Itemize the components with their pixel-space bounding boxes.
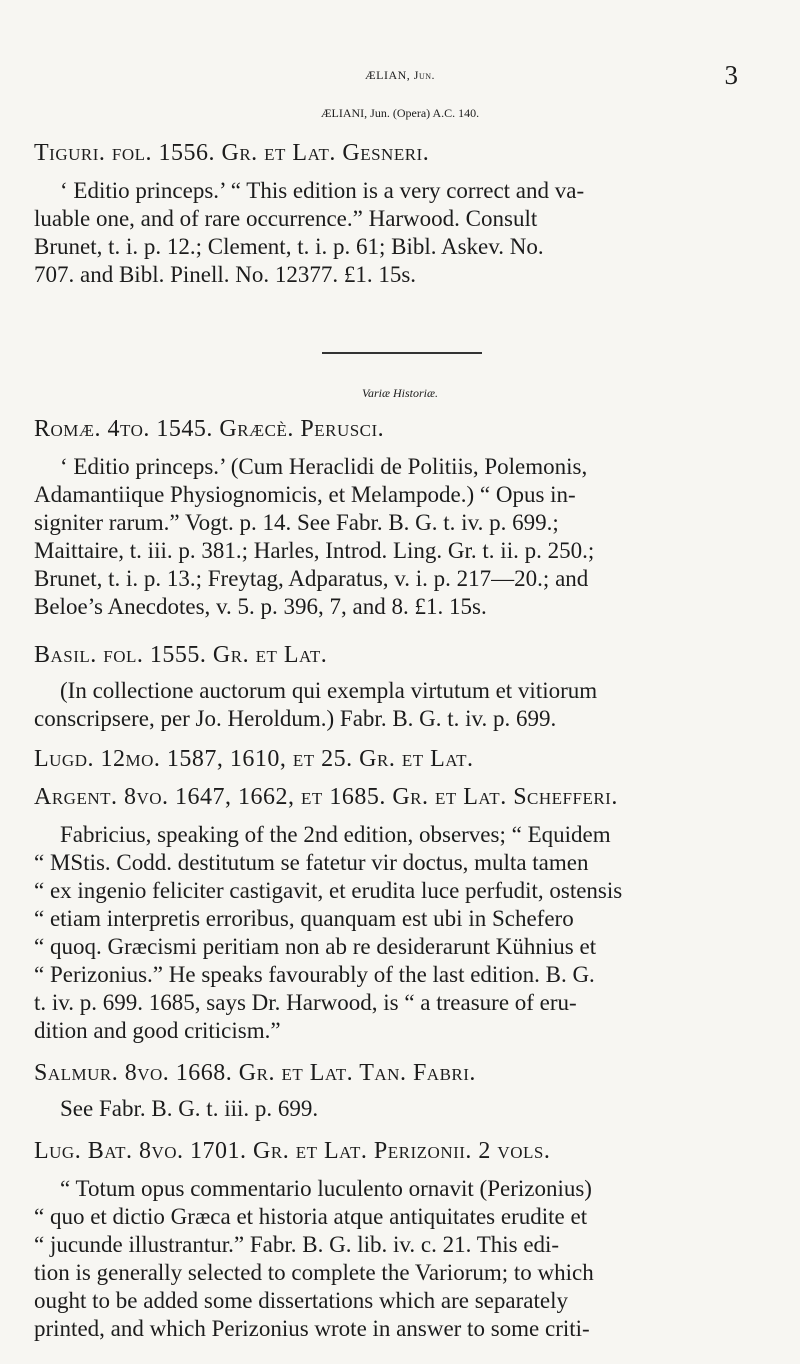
text-line: Maittaire, t. iii. p. 381.; Harles, Introd. Ling. Gr. t. ii. p. 250.;	[34, 538, 595, 563]
text-line: “ jucunde illustrantur.” Fabr. B. G. lib. iv. c. 21. This edi-	[34, 1232, 560, 1257]
edition-heading-romae: Romæ. 4to. 1545. Græcè. Perusci.	[34, 416, 385, 442]
text-line: ‘ Editio princeps.’ “ This edition is a very correct and va-	[60, 178, 585, 203]
text-line: See Fabr. B. G. t. iii. p. 699.	[60, 1096, 319, 1121]
text-line: luable one, and of rare occurrence.” Harwood. Consult	[34, 206, 538, 231]
text-line: t. iv. p. 699. 1685, says Dr. Harwood, is “ a treasure of eru-	[34, 990, 577, 1015]
text-line: “ Perizonius.” He speaks favourably of the last edition. B. G.	[34, 962, 595, 987]
text-line: Adamantiique Physiognomicis, et Melampode.) “ Opus in-	[34, 482, 576, 507]
edition-heading-lugbat: Lug. Bat. 8vo. 1701. Gr. et Lat. Perizonii. 2 vols.	[34, 1138, 551, 1164]
edition-heading-salmur: Salmur. 8vo. 1668. Gr. et Lat. Tan. Fabri.	[34, 1060, 476, 1086]
entry-title: ÆLIANI, Jun. (Opera) A.C. 140.	[320, 106, 480, 120]
text-line: signiter rarum.” Vogt. p. 14. See Fabr. B. G. t. iv. p. 699.;	[34, 510, 559, 535]
text-line: 707. and Bibl. Pinell. No. 12377. £1. 15s.	[34, 262, 417, 287]
text-line: printed, and which Perizonius wrote in answer to some criti-	[34, 1316, 590, 1341]
text-line: Beloe’s Anecdotes, v. 5. p. 396, 7, and 8. £1. 15s.	[34, 594, 487, 619]
text-line: “ MStis. Codd. destitutum se fatetur vir doctus, multa tamen	[34, 850, 589, 875]
edition-heading-tiguri: Tiguri. fol. 1556. Gr. et Lat. Gesneri.	[34, 140, 430, 166]
page-number: 3	[724, 60, 738, 90]
text-line: Brunet, t. i. p. 13.; Freytag, Adparatus, v. i. p. 217—20.; and	[34, 566, 589, 591]
edition-heading-lugd: Lugd. 12mo. 1587, 1610, et 25. Gr. et Lat.	[34, 746, 474, 772]
text-line: dition and good criticism.”	[34, 1018, 281, 1043]
text-line: “ quo et dictio Græca et historia atque antiquitates erudite et	[34, 1204, 588, 1229]
edition-heading-basil: Basil. fol. 1555. Gr. et Lat.	[34, 642, 328, 668]
text-line: “ etiam interpretis erroribus, quanquam est ubi in Schefero	[34, 906, 574, 931]
text-line: (In collectione auctorum qui exempla virtutum et vitiorum	[60, 678, 598, 703]
running-title: ÆLIAN, Jun.	[364, 68, 436, 82]
text-line: “ quoq. Græcismi peritiam non ab re desiderarunt Kühnius et	[34, 934, 597, 959]
text-line: “ Totum opus commentario luculento ornavit (Perizonius)	[60, 1176, 592, 1201]
edition-heading-argent: Argent. 8vo. 1647, 1662, et 1685. Gr. et Lat. Schefferi.	[34, 784, 618, 810]
section-title: Variæ Historiæ.	[361, 386, 439, 400]
text-line: Fabricius, speaking of the 2nd edition, observes; “ Equidem	[60, 822, 611, 847]
text-line: ought to be added some dissertations which are separately	[34, 1288, 568, 1313]
text-line: ‘ Editio princeps.’ (Cum Heraclidi de Politiis, Polemonis,	[60, 454, 588, 479]
text-line: “ ex ingenio feliciter castigavit, et erudita luce perfudit, ostensis	[34, 878, 623, 903]
section-divider	[322, 352, 482, 354]
text-line: Brunet, t. i. p. 12.; Clement, t. i. p. 61; Bibl. Askev. No.	[34, 234, 544, 259]
text-line: tion is generally selected to complete the Variorum; to which	[34, 1260, 594, 1285]
text-line: conscripsere, per Jo. Heroldum.) Fabr. B. G. t. iv. p. 699.	[34, 706, 557, 731]
